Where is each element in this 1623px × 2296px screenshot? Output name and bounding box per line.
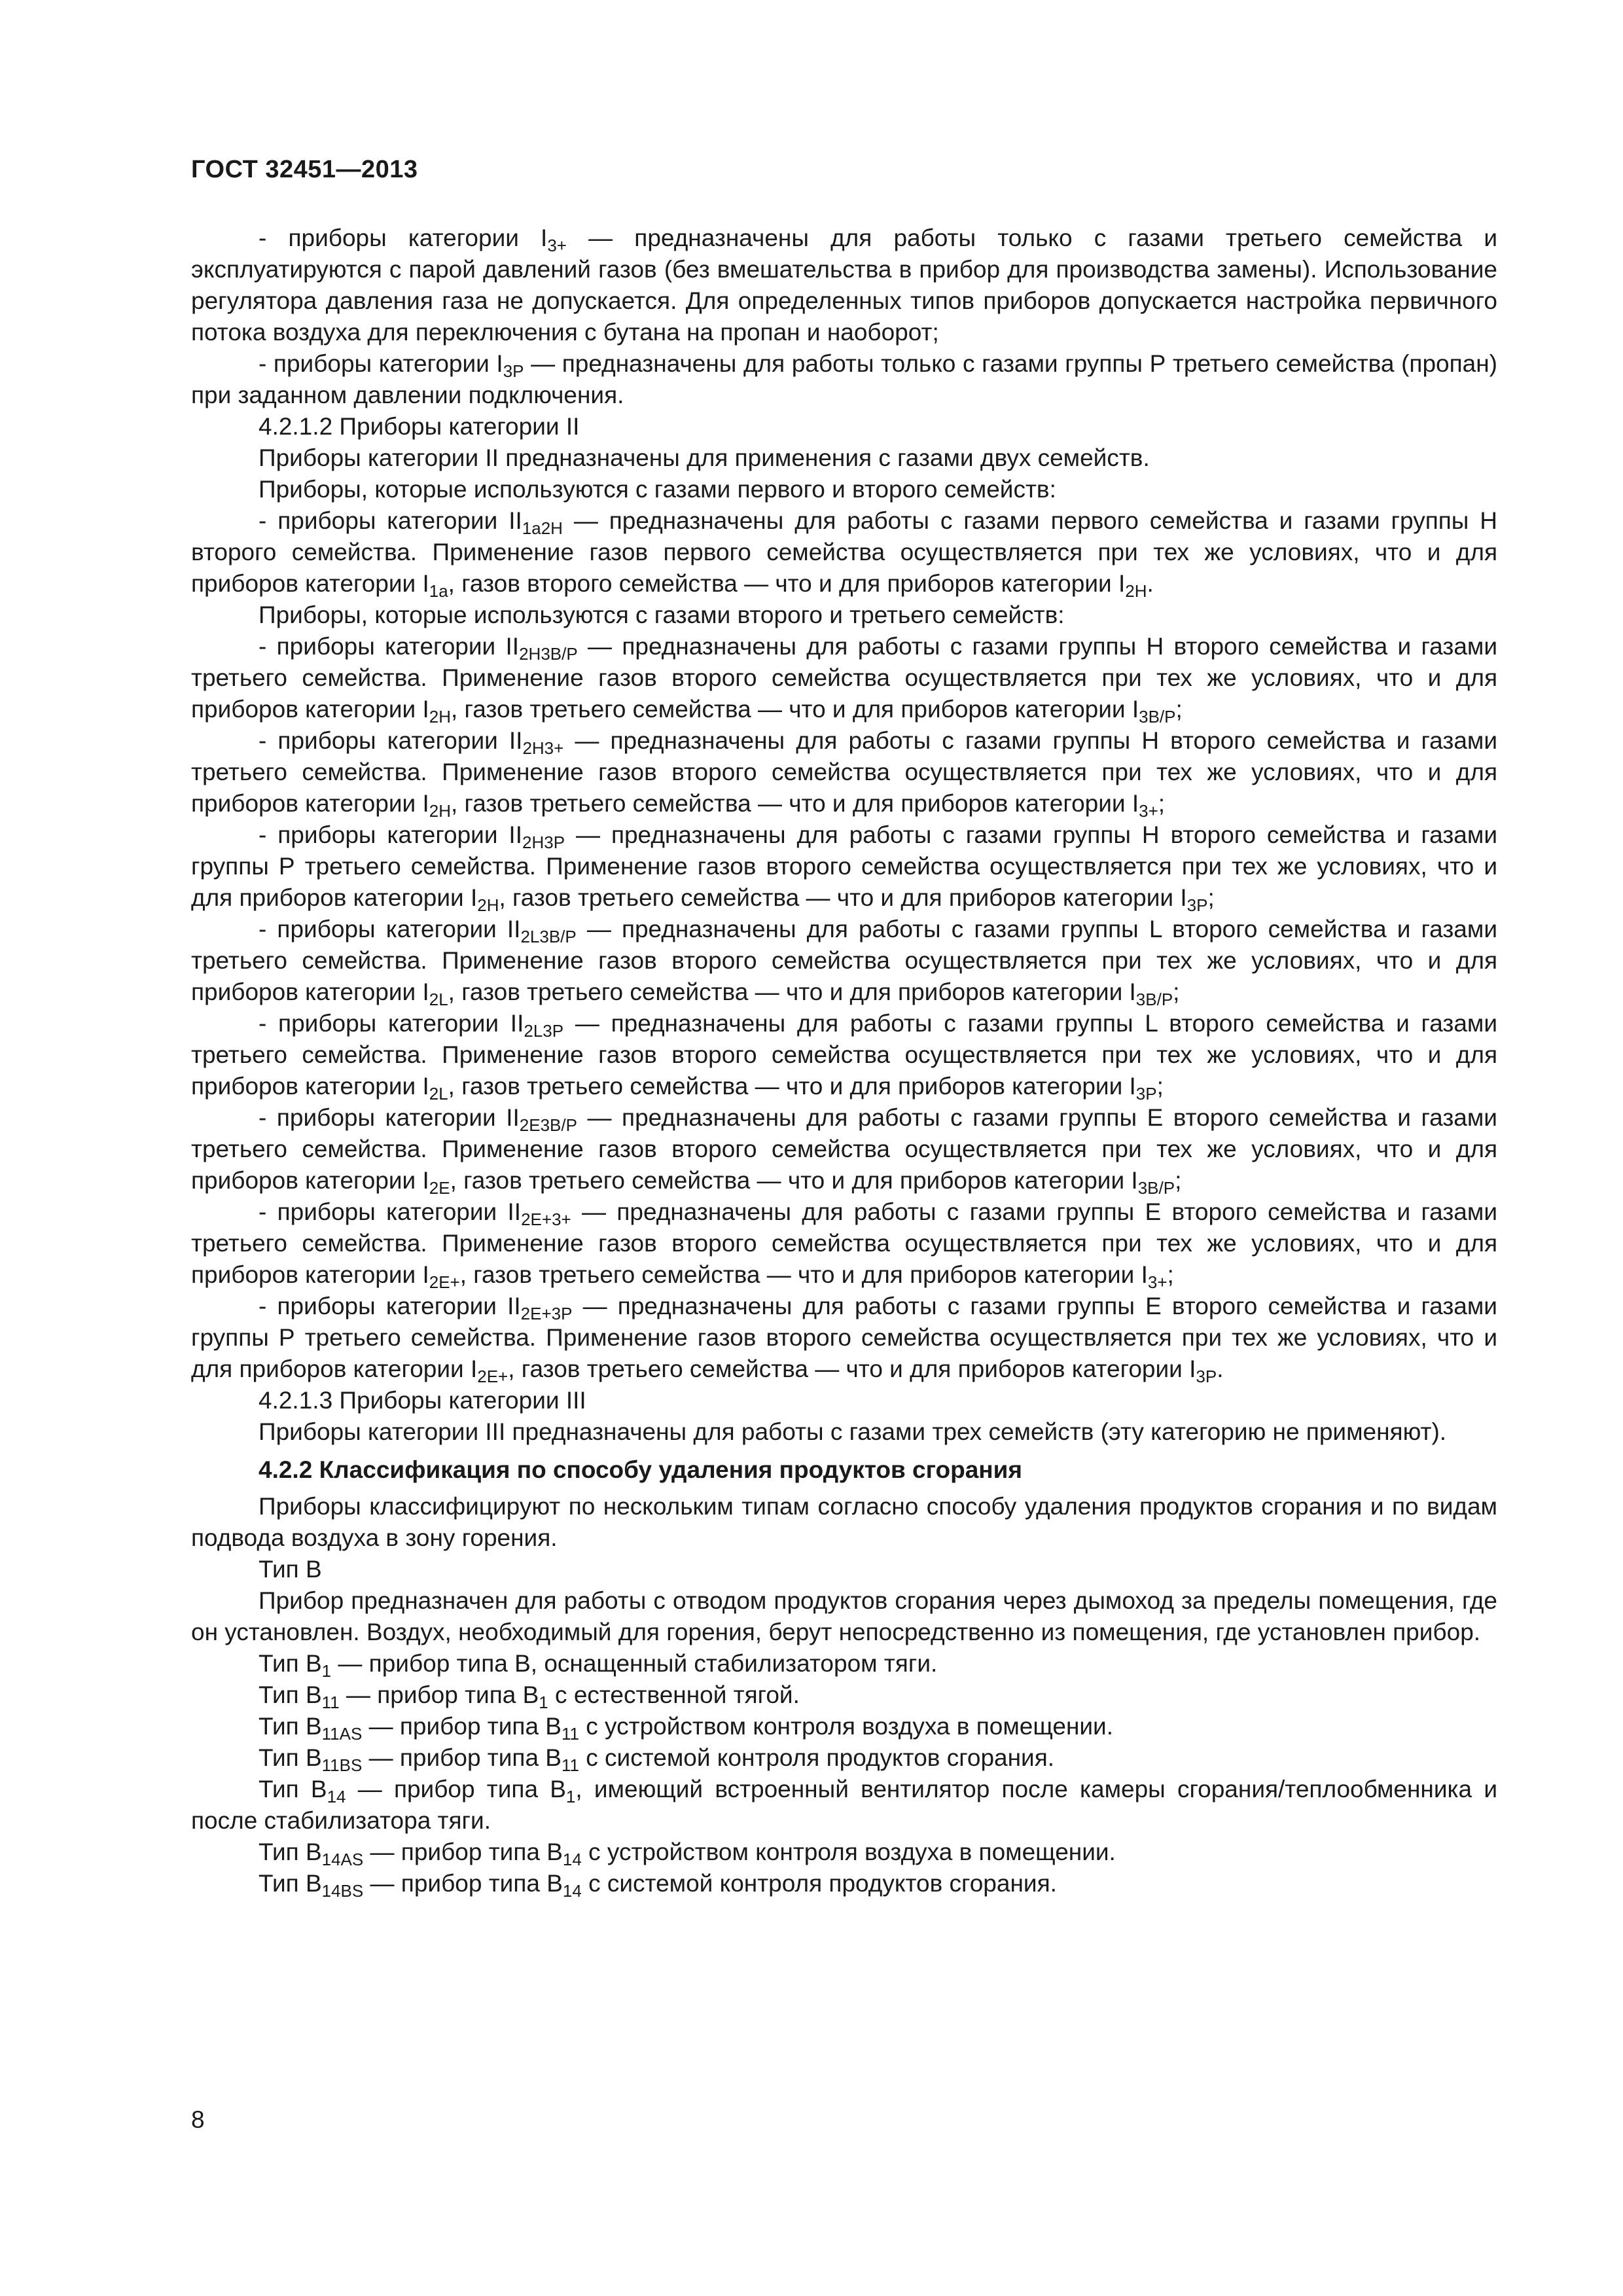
text-run: Тип В: [259, 1776, 327, 1803]
text-run: Приборы, которые используются с газами первого и второго семейств:: [259, 476, 1056, 503]
subscript-index: 1a: [429, 581, 448, 601]
text-run: ;: [1175, 1167, 1182, 1194]
text-run: — предназначены для работы с газами группы Е второго семейства и газами третьего семейства. Применение газов второго семейства осуществляется при тех же условиях, что и для приборов категории I: [191, 1104, 1497, 1194]
subscript-index: 3B/P: [1135, 990, 1173, 1009]
para-ii1a2h: [191, 505, 1497, 600]
subscript-index: 11: [561, 1724, 579, 1744]
subscript-index: 3B/P: [1137, 1178, 1175, 1198]
subscript-index: 2H3B/P: [519, 644, 578, 664]
text-run: Прибор предназначен для работы с отводом продуктов сгорания через дымоход за пределы помещения, где он установлен. Воздух, необходимый для горения, берут непосредственно из помещения, где установлен прибор.: [191, 1587, 1497, 1645]
text-run: ;: [1175, 696, 1183, 723]
text-run: с системой контроля продуктов сгорания.: [579, 1744, 1055, 1771]
subscript-index: 14BS: [321, 1881, 364, 1901]
text-run: — прибор типа В: [339, 1681, 539, 1708]
subscript-index: 2L3P: [524, 1021, 564, 1041]
text-run: , имеющий встроенный вентилятор после камеры сгорания/теплообменника и после стабилизатора тяги.: [191, 1776, 1498, 1834]
subscript-index: 14AS: [321, 1850, 364, 1869]
text-run: Приборы, которые используются с газами второго и третьего семейств:: [259, 601, 1065, 628]
subscript-index: 2H: [429, 707, 451, 726]
text-run: , газов третьего семейства — что и для приборов категории I: [451, 790, 1139, 817]
text-run: - приборы категории II: [259, 1104, 520, 1131]
text-run: .: [1217, 1355, 1224, 1382]
text-run: - приборы категории II: [259, 1293, 521, 1319]
subscript-index: 2E: [429, 1178, 450, 1198]
text-run: ;: [1207, 884, 1215, 911]
text-run: с системой контроля продуктов сгорания.: [581, 1870, 1057, 1897]
text-run: - приборы категории I: [259, 224, 548, 251]
section-422-heading: [191, 1454, 1497, 1486]
text-run: - приборы категории II: [259, 727, 523, 754]
text-run: ;: [1158, 790, 1166, 817]
text-run: Тип В: [259, 1556, 322, 1583]
text-run: - приборы категории II: [259, 821, 522, 848]
para-ii2eplus3plus: [191, 1196, 1497, 1291]
text-run: — прибор типа В, оснащенный стабилизатором тяги.: [331, 1650, 938, 1677]
subscript-index: 3P: [1196, 1367, 1217, 1386]
subscript-index: 3+: [1139, 801, 1158, 821]
document-body: [191, 223, 1497, 1899]
subscript-index: 14: [562, 1881, 582, 1901]
subscript-index: 1: [539, 1693, 548, 1712]
text-run: 4.2.2 Классификация по способу удаления продуктов сгорания: [259, 1456, 1022, 1483]
text-run: , газов второго семейства — что и для приборов категории I: [448, 570, 1126, 597]
text-run: , газов третьего семейства — что и для приборов категории I: [499, 884, 1187, 911]
subscript-index: 1a2H: [522, 518, 563, 538]
text-run: — прибор типа В: [362, 1744, 562, 1771]
para-type-b14: [191, 1774, 1497, 1837]
para-ii2l3p: [191, 1008, 1497, 1102]
text-run: .: [1147, 570, 1154, 597]
text-run: Тип В: [259, 1744, 322, 1771]
text-run: Тип В: [259, 1870, 322, 1897]
subscript-index: 3P: [503, 361, 524, 381]
text-run: — прибор типа В: [362, 1713, 562, 1740]
text-run: — предназначены для работы с газами группы Н второго семейства и газами группы Р третьего семейства. Применение газов второго семейства осуществляется при тех же условиях, что и для приборов категории I: [191, 821, 1497, 911]
text-run: - приборы категории II: [259, 507, 522, 534]
subscript-index: 3P: [1186, 895, 1208, 915]
para-type-b11as: [191, 1711, 1497, 1742]
text-run: — предназначены для работы с газами группы Е второго семейства и газами группы Р третьего семейства. Применение газов второго семейства осуществляется при тех же условиях, что и для приборов категории I: [191, 1293, 1497, 1382]
subscript-index: 11: [561, 1755, 579, 1775]
para-type-b14as: [191, 1837, 1497, 1868]
text-run: с устройством контроля воздуха в помещении.: [579, 1713, 1113, 1740]
para-ii2eplus3p: [191, 1291, 1497, 1385]
para-ii2l3bp: [191, 914, 1497, 1008]
text-run: — предназначены для работы с газами группы Н второго семейства и газами третьего семейства. Применение газов второго семейства осуществляется при тех же условиях, что и для приборов категории I: [191, 727, 1497, 817]
text-run: - приборы категории II: [259, 1010, 524, 1037]
para-first-second: [191, 474, 1497, 505]
text-run: — прибор типа В: [363, 1839, 563, 1865]
text-run: Тип В: [259, 1713, 322, 1740]
para-second-third: [191, 600, 1497, 631]
text-run: — предназначены для работы с газами группы Е второго семейства и газами третьего семейства. Применение газов второго семейства осуществляется при тех же условиях, что и для приборов категории I: [191, 1198, 1497, 1288]
subscript-index: 2L: [429, 1084, 448, 1103]
text-run: Тип В: [259, 1839, 322, 1865]
para-type-b11bs: [191, 1742, 1497, 1774]
subscript-index: 3B/P: [1139, 707, 1176, 726]
text-run: , газов третьего семейства — что и для приборов категории I: [450, 1167, 1138, 1194]
subscript-index: 14: [562, 1850, 582, 1869]
text-run: , газов третьего семейства — что и для приборов категории I: [448, 978, 1136, 1005]
subscript-index: 2E+3+: [521, 1210, 571, 1229]
subscript-index: 2H: [477, 895, 499, 915]
subscript-index: 1: [565, 1787, 576, 1806]
subscript-index: 2L: [429, 990, 448, 1009]
text-run: — предназначены для работы только с газами третьего семейства и эксплуатируются с парой давлений газов (без вмешательства в прибор для производства замены). Использование регулятора давления газа не допускается. Для определенных типов приборов допускается настройка первичного потока воздуха для переключения с бутана на пропан и наоборот;: [191, 224, 1497, 346]
text-run: — предназначены для работы с газами первого семейства и газами группы Н второго семейства. Применение газов первого семейства осуществляется при тех же условиях, что и для приборов категории I: [191, 507, 1497, 597]
text-run: , газов третьего семейства — что и для приборов категории I: [451, 696, 1139, 723]
page-number: 8: [191, 2106, 205, 2133]
subscript-index: 2H3+: [522, 738, 564, 758]
para-type-b-desc: [191, 1585, 1497, 1648]
text-run: - приборы категории II: [259, 916, 521, 942]
text-run: - приборы категории II: [259, 1198, 522, 1225]
text-run: Приборы классифицируют по нескольким типам согласно способу удаления продуктов сгорания и по видам подвода воздуха в зону горения.: [191, 1493, 1497, 1551]
text-run: , газов третьего семейства — что и для приборов категории I: [448, 1073, 1136, 1100]
text-run: — предназначены для работы с газами группы Н второго семейства и газами третьего семейства. Применение газов второго семейства осуществляется при тех же условиях, что и для приборов категории I: [191, 633, 1497, 723]
para-cat3-intro: [191, 1416, 1497, 1448]
text-run: — предназначены для работы с газами группы L второго семейства и газами третьего семейства. Применение газов второго семейства осуществляется при тех же условиях, что и для приборов категории I: [191, 916, 1497, 1005]
text-run: ;: [1156, 1073, 1164, 1100]
subscript-index: 2L3B/P: [520, 927, 577, 946]
text-run: — предназначены для работы с газами группы L второго семейства и газами третьего семейства. Применение газов второго семейства осуществляется при тех же условиях, что и для приборов категории I: [191, 1010, 1497, 1100]
para-ii2h3p: [191, 819, 1497, 914]
text-run: Тип В: [259, 1650, 322, 1677]
text-run: Приборы категории II предназначены для применения с газами двух семейств.: [259, 444, 1150, 471]
subscript-index: 11AS: [321, 1724, 363, 1744]
para-ii2h3plus: [191, 725, 1497, 819]
text-run: ;: [1167, 1261, 1174, 1288]
para-type-b11: [191, 1679, 1497, 1711]
subscript-index: 2H: [429, 801, 451, 821]
para-type-b1: [191, 1648, 1497, 1679]
para-ii2h3bp: [191, 631, 1497, 725]
subscript-index: 3+: [1147, 1272, 1168, 1292]
text-run: 4.2.1.2 Приборы категории II: [259, 413, 580, 440]
subscript-index: 1: [321, 1661, 332, 1681]
text-run: 4.2.1.3 Приборы категории III: [259, 1387, 586, 1414]
text-run: Тип В: [259, 1681, 322, 1708]
para-4213-heading: [191, 1385, 1497, 1416]
text-run: - приборы категории I: [259, 350, 503, 377]
subscript-index: 3P: [1135, 1084, 1157, 1103]
subscript-index: 2H: [1125, 581, 1147, 601]
subscript-index: 2E3B/P: [519, 1115, 577, 1135]
text-run: , газов третьего семейства — что и для приборов категории I: [508, 1355, 1196, 1382]
subscript-index: 2H3P: [522, 833, 565, 852]
subscript-index: 2E+: [429, 1272, 460, 1292]
text-run: , газов третьего семейства — что и для приборов категории I: [459, 1261, 1148, 1288]
text-run: с естественной тягой.: [548, 1681, 800, 1708]
subscript-index: 14: [327, 1787, 346, 1806]
text-run: с устройством контроля воздуха в помещении.: [581, 1839, 1116, 1865]
text-run: — прибор типа В: [363, 1870, 563, 1897]
document-header: ГОСТ 32451—2013: [191, 156, 418, 183]
para-i3plus: [191, 223, 1497, 348]
para-cat2-intro: [191, 442, 1497, 474]
text-run: — предназначены для работы только с газами группы Р третьего семейства (пропан) при заданном давлении подключения.: [191, 350, 1497, 408]
para-4212-heading: [191, 411, 1497, 442]
subscript-index: 2E+: [477, 1367, 508, 1386]
text-run: ;: [1173, 978, 1180, 1005]
subscript-index: 11: [321, 1693, 340, 1712]
para-ii2e3bp: [191, 1102, 1497, 1196]
subscript-index: 2E+3P: [520, 1304, 573, 1323]
subscript-index: 3+: [547, 236, 567, 255]
text-run: — прибор типа В: [346, 1776, 566, 1803]
para-i3p: [191, 348, 1497, 411]
para-type-b14bs: [191, 1868, 1497, 1899]
text-run: Приборы категории III предназначены для работы с газами трех семейств (эту категорию не применяют).: [259, 1418, 1447, 1445]
text-run: - приборы категории II: [259, 633, 520, 660]
para-type-b: [191, 1554, 1497, 1585]
subscript-index: 11BS: [321, 1755, 363, 1775]
para-classify-intro: [191, 1491, 1497, 1554]
